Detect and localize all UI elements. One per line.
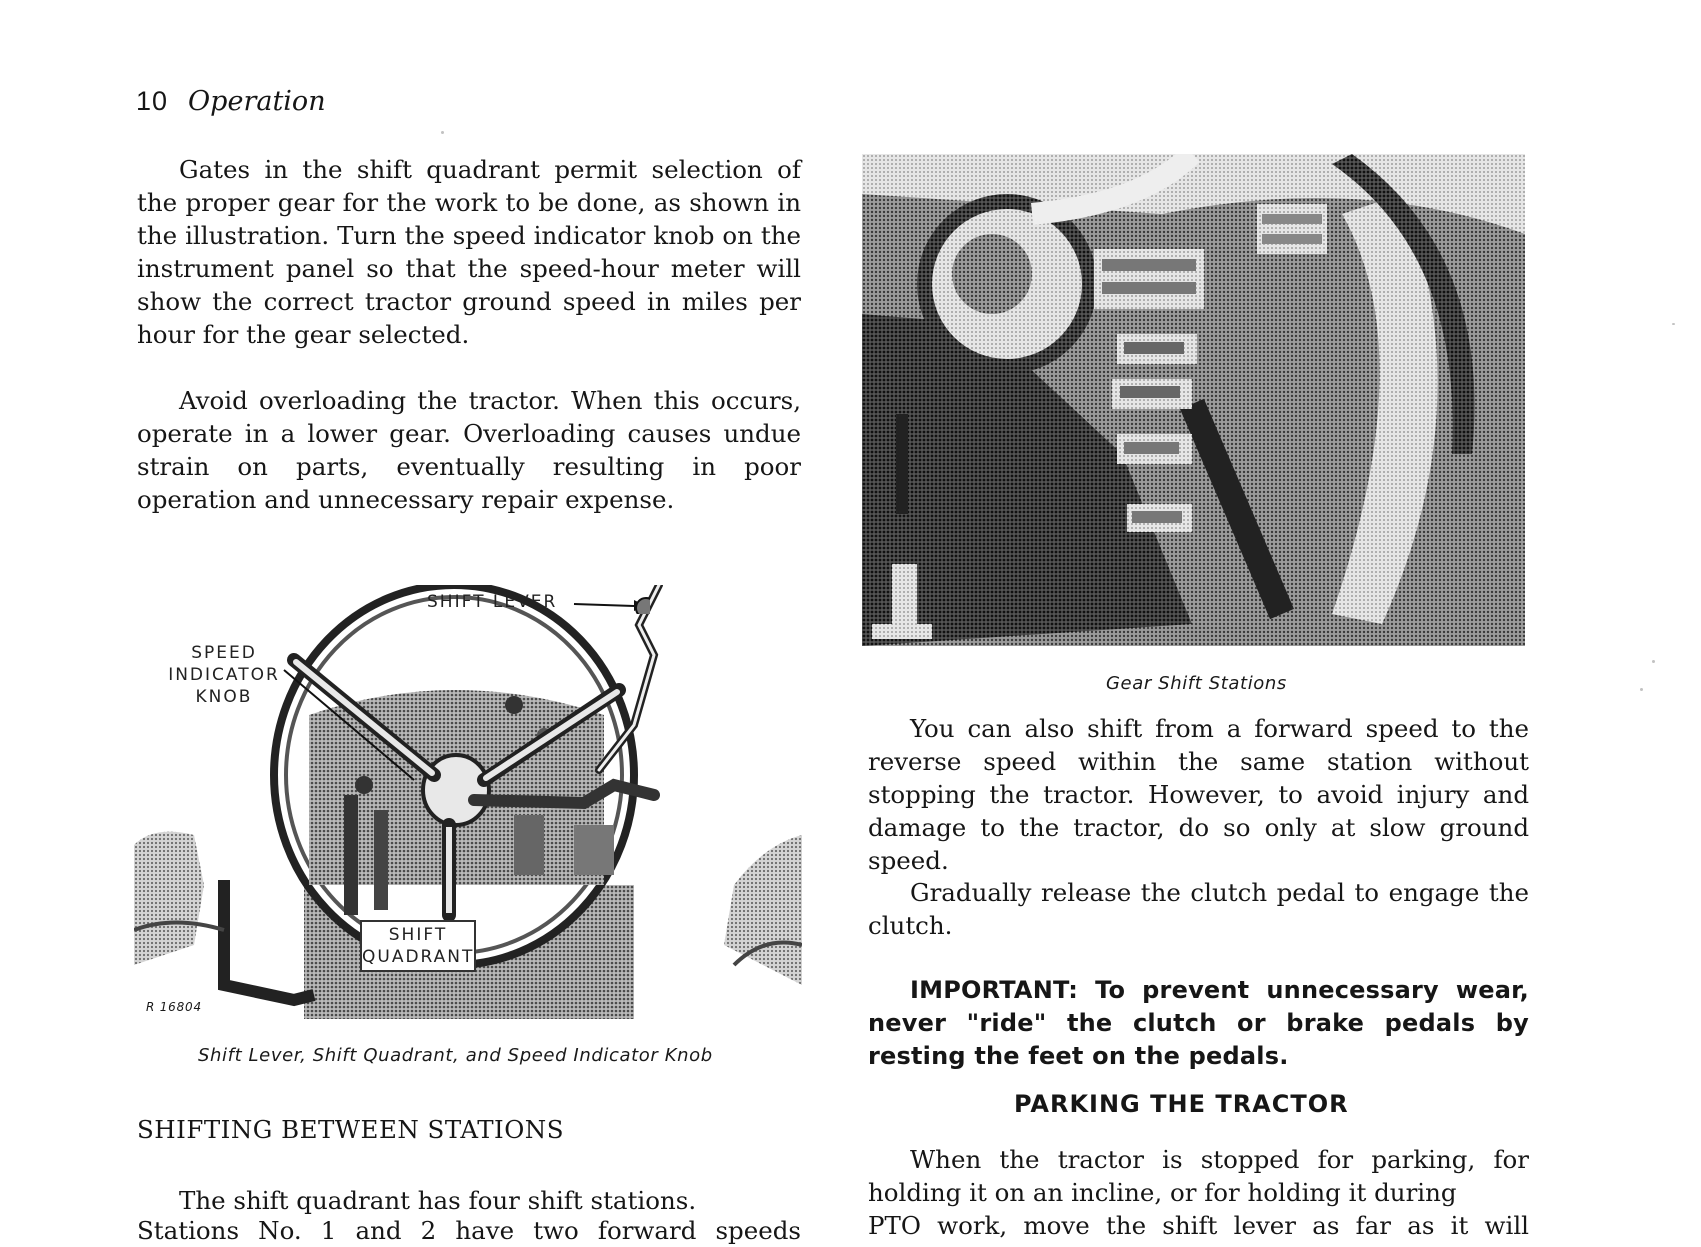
paragraph-release-clutch: Gradually release the clutch pedal to engage the clutch. [868,878,1529,940]
gear-shift-stations-photo [862,154,1525,646]
important-note: IMPORTANT: To prevent unnecessary wear, never "ride" the clutch or brake pedals by resting the feet on the pedals. [868,976,1529,1070]
scan-speck [441,131,444,134]
paragraph-gates: Gates in the shift quadrant permit selection of the proper gear for the work to be done, as shown in the illustration. Turn the speed indicator knob on the instrument panel so that the speed-hour meter will show the correct tractor ground speed in miles per hour for the gear selected. [137,155,801,349]
label-speed-line1: SPEED [191,643,257,663]
heading-parking-the-tractor: PARKING THE TRACTOR [1014,1090,1349,1118]
label-quadrant-line1: SHIFT [388,925,448,945]
paragraph-shift-stations: The shift quadrant has four shift stations. [179,1186,697,1215]
page-header [136,86,326,117]
label-shift-lever: SHIFT LEVER [427,592,558,612]
label-quadrant-line2: QUADRANT [362,947,475,967]
paragraph-parking-cut: PTO work, move the shift lever as far as it will [868,1211,1529,1240]
speed-knob-leader [282,668,422,788]
shift-lever-arrow [570,594,650,614]
paragraph-parking: When the tractor is stopped for parking, for holding it on an incline, or for holding it during [868,1145,1529,1207]
scan-speck [1640,688,1643,691]
page-number: 10 [136,86,169,116]
paragraph-shift-stations-cut: Stations No. 1 and 2 have two forward speeds [137,1216,801,1245]
label-speed-indicator-knob [160,642,288,708]
section-title: Operation [188,86,326,117]
caption-shift-lever: Shift Lever, Shift Quadrant, and Speed Indicator Knob [198,1045,713,1066]
paragraph-forward-reverse: You can also shift from a forward speed to the reverse speed within the same station without stopping the tractor. However, to avoid injury and damage to the tractor, do so only at slow ground speed. [868,714,1529,875]
caption-gear-shift-stations: Gear Shift Stations [1106,673,1287,694]
paragraph-overloading: Avoid overloading the tractor. When this occurs, operate in a lower gear. Overloading causes undue strain on parts, eventually resulting in poor operation and unnecessary repair expense. [137,386,801,514]
scan-speck [1672,323,1675,325]
heading-shifting-between-stations: SHIFTING BETWEEN STATIONS [137,1115,565,1144]
label-speed-line2: INDICATOR [168,665,280,685]
label-speed-line3: KNOB [195,687,253,707]
scan-speck [1652,660,1655,663]
gear-shift-stations-illustration [862,154,1525,646]
figure-ref-number: R 16804 [146,1000,202,1014]
label-shift-quadrant [360,920,476,972]
